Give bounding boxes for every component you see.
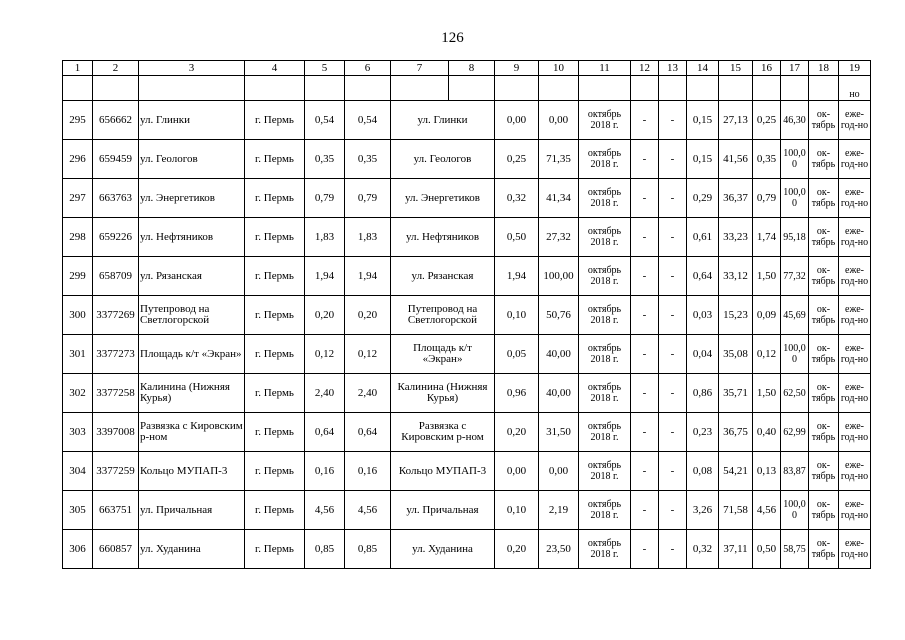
cell-c1: 296	[63, 140, 93, 179]
cell-c6: 1,83	[345, 218, 391, 257]
cell-c11: октябрь 2018 г.	[579, 335, 631, 374]
cell-c13: -	[659, 452, 687, 491]
cell-c13: -	[659, 530, 687, 569]
cell-c12: -	[631, 452, 659, 491]
cell-c3: ул. Глинки	[139, 101, 245, 140]
cell-c13: -	[659, 179, 687, 218]
cell-c14: 0,61	[687, 218, 719, 257]
cell-c6: 1,94	[345, 257, 391, 296]
cell-c12: -	[631, 530, 659, 569]
cell-c16: 1,50	[753, 374, 781, 413]
cell-c18: ок-тябрь	[809, 530, 839, 569]
cell-c19: еже-год-но	[839, 530, 871, 569]
cell-c19: еже-год-но	[839, 413, 871, 452]
cell-c7: Развязка с Кировским р-ном	[391, 413, 495, 452]
cell-c6: 0,16	[345, 452, 391, 491]
cell-c1: 302	[63, 374, 93, 413]
cell-c19: еже-год-но	[839, 335, 871, 374]
cell-c16: 0,79	[753, 179, 781, 218]
cell-c6: 0,54	[345, 101, 391, 140]
cell-c9: 0,10	[495, 491, 539, 530]
cell-c19: еже-год-но	[839, 140, 871, 179]
cell-c3: Развязка с Кировским р-ном	[139, 413, 245, 452]
column-number-3: 3	[139, 61, 245, 76]
cell-c14: 0,64	[687, 257, 719, 296]
cell-c1: 304	[63, 452, 93, 491]
cell-c14: 0,23	[687, 413, 719, 452]
cell-c5: 0,20	[305, 296, 345, 335]
cell-c13: -	[659, 335, 687, 374]
cell-c16: 1,50	[753, 257, 781, 296]
cell-c11: октябрь 2018 г.	[579, 452, 631, 491]
cell-c7: ул. Причальная	[391, 491, 495, 530]
cell-c11: октябрь 2018 г.	[579, 179, 631, 218]
cell-c9: 0,00	[495, 101, 539, 140]
cell-c1: 299	[63, 257, 93, 296]
table-row	[63, 452, 871, 491]
cell-c15: 36,75	[719, 413, 753, 452]
cell-c2: 3377259	[93, 452, 139, 491]
cell-c12: -	[631, 179, 659, 218]
cell-c4: г. Пермь	[245, 179, 305, 218]
cell-c3: ул. Худанина	[139, 530, 245, 569]
cell-c16: 0,12	[753, 335, 781, 374]
cell-c9: 1,94	[495, 257, 539, 296]
cell-c10: 2,19	[539, 491, 579, 530]
table-row	[63, 257, 871, 296]
cell-c11: октябрь 2018 г.	[579, 530, 631, 569]
cell-c15: 37,11	[719, 530, 753, 569]
cell-c10: 50,76	[539, 296, 579, 335]
cell-c12: -	[631, 413, 659, 452]
cell-c12: -	[631, 491, 659, 530]
cell-c3: Кольцо МУПАП-3	[139, 452, 245, 491]
cell-c17: 100,0 0	[781, 140, 809, 179]
cell-c9: 0,96	[495, 374, 539, 413]
cell-c17: 83,87	[781, 452, 809, 491]
column-number-12: 12	[631, 61, 659, 76]
column-number-2: 2	[93, 61, 139, 76]
cell-c18: ок-тябрь	[809, 491, 839, 530]
cell-c10: 27,32	[539, 218, 579, 257]
cell-c13: -	[659, 140, 687, 179]
cell-c16: 1,74	[753, 218, 781, 257]
column-number-15: 15	[719, 61, 753, 76]
cell-c4: г. Пермь	[245, 140, 305, 179]
cell-c4: г. Пермь	[245, 218, 305, 257]
cell-c6: 0,35	[345, 140, 391, 179]
cell-c3: ул. Нефтяников	[139, 218, 245, 257]
table-row	[63, 374, 871, 413]
cell-c4: г. Пермь	[245, 101, 305, 140]
cell-c13: -	[659, 413, 687, 452]
table-row	[63, 413, 871, 452]
cell-c17: 77,32	[781, 257, 809, 296]
cell-c9: 0,25	[495, 140, 539, 179]
cell-c13: -	[659, 101, 687, 140]
cell-c2: 663751	[93, 491, 139, 530]
table-row	[63, 140, 871, 179]
table-row	[63, 491, 871, 530]
cell-c7: ул. Геологов	[391, 140, 495, 179]
cell-c19: еже-год-но	[839, 257, 871, 296]
cell-c4: г. Пермь	[245, 335, 305, 374]
cell-c5: 0,35	[305, 140, 345, 179]
cell-c16: 0,09	[753, 296, 781, 335]
cell-c18: ок-тябрь	[809, 413, 839, 452]
cell-c7: Кольцо МУПАП-3	[391, 452, 495, 491]
cell-c10: 40,00	[539, 374, 579, 413]
page-number: 126	[441, 30, 464, 46]
cell-c9: 0,50	[495, 218, 539, 257]
cell-c3: Путепровод на Светлогорской	[139, 296, 245, 335]
cell-c11: октябрь 2018 г.	[579, 413, 631, 452]
cell-c16: 0,35	[753, 140, 781, 179]
cell-c7: ул. Глинки	[391, 101, 495, 140]
cell-c6: 0,79	[345, 179, 391, 218]
table-row	[63, 179, 871, 218]
cell-c1: 297	[63, 179, 93, 218]
cell-c12: -	[631, 374, 659, 413]
continuation-fragment: но	[839, 76, 871, 101]
cell-c2: 660857	[93, 530, 139, 569]
cell-c16: 0,13	[753, 452, 781, 491]
column-number-7: 7	[391, 61, 449, 76]
cell-c19: еже-год-но	[839, 179, 871, 218]
cell-c10: 23,50	[539, 530, 579, 569]
cell-c14: 0,15	[687, 101, 719, 140]
cell-c19: еже-год-но	[839, 452, 871, 491]
cell-c3: ул. Энергетиков	[139, 179, 245, 218]
cell-c13: -	[659, 491, 687, 530]
column-number-9: 9	[495, 61, 539, 76]
cell-c14: 0,29	[687, 179, 719, 218]
cell-c12: -	[631, 218, 659, 257]
column-number-10: 10	[539, 61, 579, 76]
cell-c4: г. Пермь	[245, 452, 305, 491]
cell-c11: октябрь 2018 г.	[579, 140, 631, 179]
cell-c9: 0,32	[495, 179, 539, 218]
cell-c2: 659226	[93, 218, 139, 257]
cell-c2: 658709	[93, 257, 139, 296]
column-number-17: 17	[781, 61, 809, 76]
cell-c6: 0,64	[345, 413, 391, 452]
cell-c4: г. Пермь	[245, 491, 305, 530]
cell-c9: 0,10	[495, 296, 539, 335]
cell-c14: 0,86	[687, 374, 719, 413]
cell-c1: 301	[63, 335, 93, 374]
cell-c4: г. Пермь	[245, 413, 305, 452]
cell-c2: 659459	[93, 140, 139, 179]
cell-c11: октябрь 2018 г.	[579, 218, 631, 257]
cell-c17: 95,18	[781, 218, 809, 257]
cell-c18: ок-тябрь	[809, 140, 839, 179]
cell-c12: -	[631, 296, 659, 335]
cell-c9: 0,05	[495, 335, 539, 374]
cell-c14: 0,08	[687, 452, 719, 491]
cell-c16: 4,56	[753, 491, 781, 530]
cell-c1: 306	[63, 530, 93, 569]
cell-c2: 3377269	[93, 296, 139, 335]
cell-c5: 1,94	[305, 257, 345, 296]
cell-c2: 663763	[93, 179, 139, 218]
cell-c5: 0,79	[305, 179, 345, 218]
cell-c16: 0,50	[753, 530, 781, 569]
cell-c19: еже-год-но	[839, 101, 871, 140]
cell-c3: ул. Рязанская	[139, 257, 245, 296]
cell-c4: г. Пермь	[245, 530, 305, 569]
cell-c9: 0,00	[495, 452, 539, 491]
cell-c4: г. Пермь	[245, 257, 305, 296]
column-number-5: 5	[305, 61, 345, 76]
cell-c15: 35,71	[719, 374, 753, 413]
table-row	[63, 218, 871, 257]
cell-c2: 3377273	[93, 335, 139, 374]
cell-c6: 2,40	[345, 374, 391, 413]
column-number-4: 4	[245, 61, 305, 76]
cell-c1: 300	[63, 296, 93, 335]
cell-c15: 41,56	[719, 140, 753, 179]
cell-c15: 36,37	[719, 179, 753, 218]
cell-c5: 0,16	[305, 452, 345, 491]
column-number-16: 16	[753, 61, 781, 76]
cell-c14: 0,04	[687, 335, 719, 374]
cell-c15: 27,13	[719, 101, 753, 140]
cell-c15: 15,23	[719, 296, 753, 335]
cell-c7: Площадь к/т «Экран»	[391, 335, 495, 374]
cell-c13: -	[659, 296, 687, 335]
cell-c13: -	[659, 218, 687, 257]
cell-c19: еже-год-но	[839, 491, 871, 530]
cell-c3: Калинина (Нижняя Курья)	[139, 374, 245, 413]
cell-c5: 0,64	[305, 413, 345, 452]
cell-c15: 54,21	[719, 452, 753, 491]
cell-c18: ок-тябрь	[809, 101, 839, 140]
cell-c7: ул. Рязанская	[391, 257, 495, 296]
cell-c9: 0,20	[495, 413, 539, 452]
cell-c3: Площадь к/т «Экран»	[139, 335, 245, 374]
cell-c11: октябрь 2018 г.	[579, 296, 631, 335]
table-row	[63, 296, 871, 335]
cell-c15: 71,58	[719, 491, 753, 530]
column-number-19: 19	[839, 61, 871, 76]
column-number-18: 18	[809, 61, 839, 76]
cell-c14: 0,03	[687, 296, 719, 335]
cell-c4: г. Пермь	[245, 374, 305, 413]
cell-c1: 298	[63, 218, 93, 257]
table-row	[63, 530, 871, 569]
cell-c12: -	[631, 140, 659, 179]
cell-c5: 2,40	[305, 374, 345, 413]
cell-c17: 100,0 0	[781, 335, 809, 374]
cell-c11: октябрь 2018 г.	[579, 257, 631, 296]
cell-c10: 71,35	[539, 140, 579, 179]
cell-c2: 3377258	[93, 374, 139, 413]
cell-c14: 0,15	[687, 140, 719, 179]
cell-c10: 0,00	[539, 101, 579, 140]
cell-c16: 0,25	[753, 101, 781, 140]
cell-c19: еже-год-но	[839, 296, 871, 335]
cell-c2: 3397008	[93, 413, 139, 452]
cell-c7: Калинина (Нижняя Курья)	[391, 374, 495, 413]
cell-c3: ул. Геологов	[139, 140, 245, 179]
cell-c6: 4,56	[345, 491, 391, 530]
cell-c17: 62,50	[781, 374, 809, 413]
column-number-14: 14	[687, 61, 719, 76]
cell-c5: 0,54	[305, 101, 345, 140]
cell-c18: ок-тябрь	[809, 218, 839, 257]
cell-c14: 0,32	[687, 530, 719, 569]
cell-c1: 303	[63, 413, 93, 452]
cell-c5: 1,83	[305, 218, 345, 257]
cell-c14: 3,26	[687, 491, 719, 530]
cell-c16: 0,40	[753, 413, 781, 452]
cell-c13: -	[659, 374, 687, 413]
cell-c10: 0,00	[539, 452, 579, 491]
cell-c9: 0,20	[495, 530, 539, 569]
cell-c17: 62,99	[781, 413, 809, 452]
cell-c10: 31,50	[539, 413, 579, 452]
column-number-13: 13	[659, 61, 687, 76]
column-number-11: 11	[579, 61, 631, 76]
cell-c5: 0,85	[305, 530, 345, 569]
column-number-8: 8	[449, 61, 495, 76]
cell-c18: ок-тябрь	[809, 257, 839, 296]
cell-c6: 0,85	[345, 530, 391, 569]
cell-c18: ок-тябрь	[809, 296, 839, 335]
cell-c12: -	[631, 101, 659, 140]
cell-c18: ок-тябрь	[809, 179, 839, 218]
table-row	[63, 335, 871, 374]
cell-c10: 100,00	[539, 257, 579, 296]
cell-c11: октябрь 2018 г.	[579, 491, 631, 530]
cell-c19: еже-год-но	[839, 218, 871, 257]
column-number-row	[63, 61, 871, 76]
cell-c11: октябрь 2018 г.	[579, 374, 631, 413]
cell-c4: г. Пермь	[245, 296, 305, 335]
cell-c10: 40,00	[539, 335, 579, 374]
table-row	[63, 101, 871, 140]
cell-c10: 41,34	[539, 179, 579, 218]
cell-c19: еже-год-но	[839, 374, 871, 413]
cell-c7: ул. Нефтяников	[391, 218, 495, 257]
continuation-row	[63, 76, 871, 101]
cell-c17: 100,0 0	[781, 179, 809, 218]
cell-c18: ок-тябрь	[809, 374, 839, 413]
cell-c3: ул. Причальная	[139, 491, 245, 530]
cell-c15: 33,12	[719, 257, 753, 296]
column-number-1: 1	[63, 61, 93, 76]
cell-c13: -	[659, 257, 687, 296]
cell-c7: ул. Худанина	[391, 530, 495, 569]
cell-c11: октябрь 2018 г.	[579, 101, 631, 140]
cell-c15: 33,23	[719, 218, 753, 257]
cell-c18: ок-тябрь	[809, 452, 839, 491]
cell-c17: 46,30	[781, 101, 809, 140]
cell-c5: 0,12	[305, 335, 345, 374]
cell-c6: 0,12	[345, 335, 391, 374]
road-register-table	[62, 60, 871, 569]
cell-c17: 58,75	[781, 530, 809, 569]
cell-c7: Путепровод на Светлогорской	[391, 296, 495, 335]
cell-c6: 0,20	[345, 296, 391, 335]
cell-c12: -	[631, 335, 659, 374]
cell-c7: ул. Энергетиков	[391, 179, 495, 218]
cell-c17: 100,0 0	[781, 491, 809, 530]
cell-c12: -	[631, 257, 659, 296]
cell-c1: 305	[63, 491, 93, 530]
cell-c15: 35,08	[719, 335, 753, 374]
cell-c18: ок-тябрь	[809, 335, 839, 374]
cell-c17: 45,69	[781, 296, 809, 335]
cell-c5: 4,56	[305, 491, 345, 530]
cell-c1: 295	[63, 101, 93, 140]
cell-c2: 656662	[93, 101, 139, 140]
column-number-6: 6	[345, 61, 391, 76]
